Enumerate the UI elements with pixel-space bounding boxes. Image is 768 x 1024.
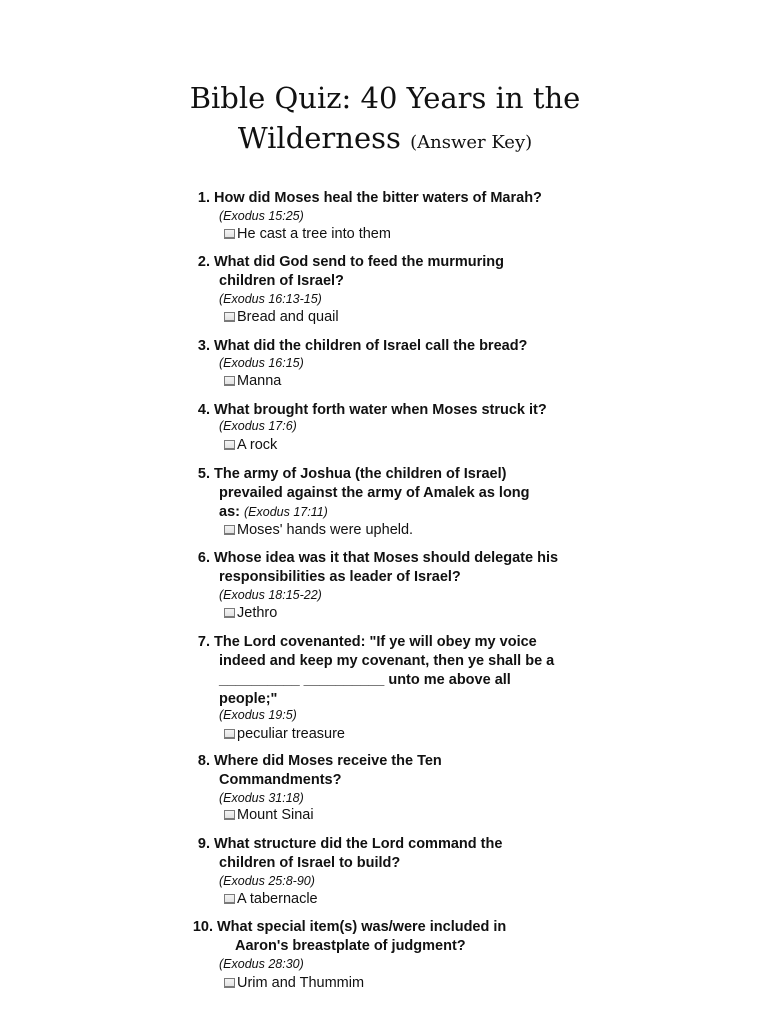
question-text: How did Moses heal the bitter waters of Marah? bbox=[214, 190, 542, 206]
scripture-reference: (Exodus 25:8-90) bbox=[219, 874, 315, 888]
question-number: 2. bbox=[197, 254, 210, 270]
question-text-line bbox=[219, 854, 400, 872]
title-line-2: Wilderness bbox=[237, 121, 401, 155]
question-number: 1. bbox=[197, 190, 210, 206]
question-text-line bbox=[219, 568, 461, 586]
question-text-line bbox=[214, 189, 542, 207]
scripture-reference: (Exodus 19:5) bbox=[219, 708, 297, 722]
question-text: children of Israel to build? bbox=[219, 855, 401, 871]
question-text-line bbox=[214, 752, 442, 770]
answer bbox=[224, 308, 339, 326]
question-text-line bbox=[219, 690, 277, 708]
question-text-line bbox=[214, 253, 504, 271]
answer-text: He cast a tree into them bbox=[237, 226, 391, 242]
question-text: What structure did the Lord command the bbox=[214, 836, 503, 852]
question-number: 5. bbox=[197, 466, 210, 482]
answer bbox=[224, 436, 277, 454]
question-text: Where did Moses receive the Ten bbox=[214, 753, 442, 769]
answer bbox=[224, 225, 391, 243]
question-text-line bbox=[214, 337, 527, 355]
answer-text: Mount Sinai bbox=[237, 807, 314, 823]
question-text: __________ __________ unto me above all bbox=[219, 672, 511, 688]
question-text-line bbox=[219, 652, 554, 670]
question-number: 8. bbox=[197, 753, 210, 769]
checkbox-icon bbox=[224, 894, 235, 904]
question-text: people;" bbox=[219, 691, 278, 707]
question-text-line bbox=[219, 484, 530, 502]
answer-text: Manna bbox=[237, 373, 282, 389]
answer-text: peculiar treasure bbox=[237, 726, 345, 742]
checkbox-icon bbox=[224, 229, 235, 239]
question-text: children of Israel? bbox=[219, 273, 344, 289]
question-text: The Lord covenanted: "If ye will obey my voice bbox=[214, 634, 537, 650]
question-text: What did the children of Israel call the bread? bbox=[214, 338, 528, 354]
answer bbox=[224, 372, 281, 390]
scripture-reference: (Exodus 16:15) bbox=[219, 356, 304, 370]
answer bbox=[224, 890, 318, 908]
answer-text: A tabernacle bbox=[237, 891, 318, 907]
checkbox-icon bbox=[224, 810, 235, 820]
question-text: What special item(s) was/were included in bbox=[217, 919, 507, 935]
question-text: What did God send to feed the murmuring bbox=[214, 254, 504, 270]
checkbox-icon bbox=[224, 376, 235, 386]
question-number: 7. bbox=[197, 634, 210, 650]
checkbox-icon bbox=[224, 978, 235, 988]
question-text: What brought forth water when Moses struck it? bbox=[214, 402, 547, 418]
answer-text: Bread and quail bbox=[237, 309, 339, 325]
checkbox-icon bbox=[224, 525, 235, 535]
question-text-line bbox=[214, 465, 506, 483]
page-title bbox=[0, 78, 768, 163]
question-number: 9. bbox=[197, 836, 210, 852]
scripture-reference: (Exodus 17:11) bbox=[244, 505, 328, 519]
question-text-line bbox=[214, 549, 558, 567]
checkbox-icon bbox=[224, 312, 235, 322]
question-text: responsibilities as leader of Israel? bbox=[219, 569, 461, 585]
scripture-reference: (Exodus 17:6) bbox=[219, 419, 297, 433]
answer-text: Moses' hands were upheld. bbox=[237, 522, 414, 538]
title-subtitle: (Answer Key) bbox=[410, 132, 533, 153]
scripture-reference: (Exodus 28:30) bbox=[219, 957, 304, 971]
question-text-line bbox=[214, 835, 502, 853]
checkbox-icon bbox=[224, 440, 235, 450]
question-number: 6. bbox=[197, 550, 210, 566]
answer bbox=[224, 521, 413, 539]
question-text: prevailed against the army of Amalek as long bbox=[219, 485, 530, 501]
title-line-1: Bible Quiz: 40 Years in the bbox=[189, 81, 581, 115]
question-text: Aaron's breastplate of judgment? bbox=[235, 938, 466, 954]
question-number: 3. bbox=[197, 338, 210, 354]
question-number: 4. bbox=[197, 402, 210, 418]
checkbox-icon bbox=[224, 608, 235, 618]
question-text-line bbox=[219, 771, 341, 789]
question-text-line bbox=[214, 401, 547, 419]
scripture-reference: (Exodus 15:25) bbox=[219, 209, 304, 223]
question-text: as: bbox=[219, 504, 240, 520]
answer bbox=[224, 974, 364, 992]
question-text: indeed and keep my covenant, then ye shall be a bbox=[219, 653, 555, 669]
scripture-reference: (Exodus 31:18) bbox=[219, 791, 304, 805]
question-text: Whose idea was it that Moses should delegate his bbox=[214, 550, 559, 566]
scripture-reference: (Exodus 16:13-15) bbox=[219, 292, 322, 306]
scripture-reference: (Exodus 18:15-22) bbox=[219, 588, 322, 602]
question-text: Commandments? bbox=[219, 772, 342, 788]
question-number: 10. bbox=[192, 919, 213, 935]
answer-text: Jethro bbox=[237, 605, 278, 621]
question-text-line bbox=[219, 272, 344, 290]
question-text-line bbox=[217, 918, 506, 936]
answer bbox=[224, 604, 277, 622]
question-text-line bbox=[235, 937, 466, 955]
question-text-line bbox=[214, 633, 537, 651]
answer-text: Urim and Thummim bbox=[237, 975, 365, 991]
question-text: The army of Joshua (the children of Israel) bbox=[214, 466, 507, 482]
question-text-line bbox=[219, 671, 511, 689]
question-text-line bbox=[219, 503, 328, 521]
checkbox-icon bbox=[224, 729, 235, 739]
answer-text: A rock bbox=[237, 437, 278, 453]
answer bbox=[224, 806, 314, 824]
answer bbox=[224, 725, 345, 743]
